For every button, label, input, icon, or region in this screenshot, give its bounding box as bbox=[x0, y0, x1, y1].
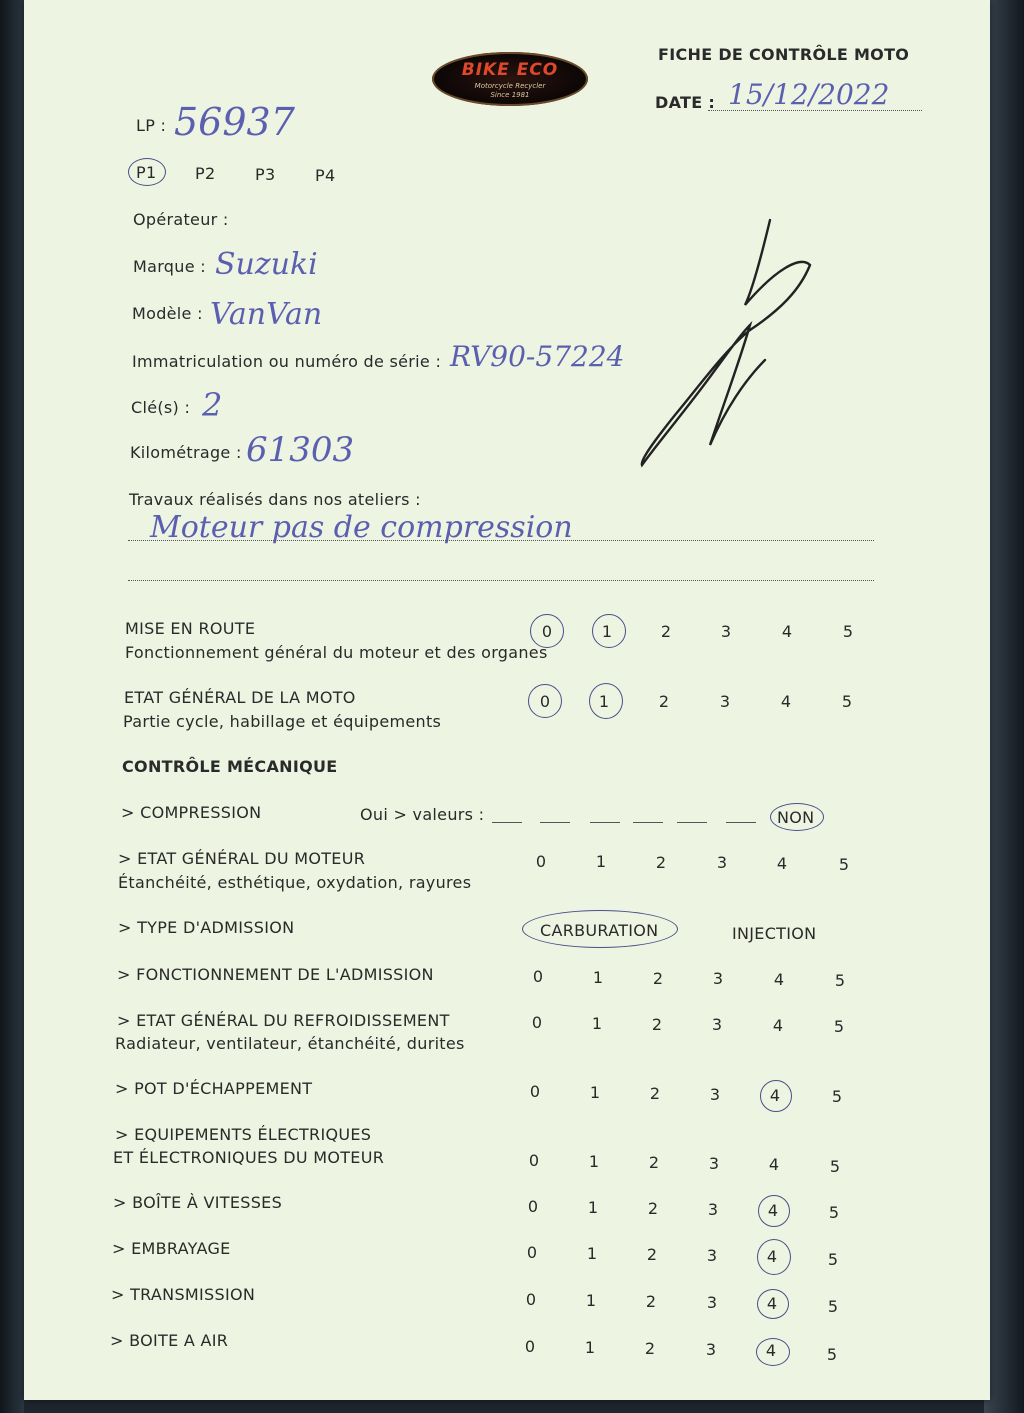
etat-moteur-score-5[interactable]: 5 bbox=[838, 855, 850, 874]
transmission-score-0[interactable]: 0 bbox=[525, 1290, 537, 1309]
transmission-circle-4 bbox=[757, 1289, 789, 1319]
background-left-edge bbox=[0, 0, 24, 1413]
refroidissement-score-4[interactable]: 4 bbox=[772, 1016, 784, 1035]
transmission-score-2[interactable]: 2 bbox=[645, 1292, 657, 1311]
fonctionnement-admission-label: > FONCTIONNEMENT DE L'ADMISSION bbox=[117, 965, 434, 984]
equipements-score-1[interactable]: 1 bbox=[588, 1152, 600, 1171]
equipements-score-3[interactable]: 3 bbox=[708, 1154, 720, 1173]
position-option-p1[interactable]: P1 bbox=[136, 163, 157, 182]
boite-vitesses-score-1[interactable]: 1 bbox=[587, 1198, 599, 1217]
signature-scribble bbox=[630, 210, 830, 480]
transmission-score-5[interactable]: 5 bbox=[827, 1297, 839, 1316]
etat-moteur-subtitle: Étanchéité, esthétique, oxydation, rayures bbox=[118, 873, 472, 892]
date-label: DATE : bbox=[655, 93, 716, 112]
travaux-value[interactable]: Moteur pas de compression bbox=[150, 510, 573, 545]
cles-label: Clé(s) : bbox=[131, 398, 191, 417]
equipements-score-4[interactable]: 4 bbox=[768, 1155, 780, 1174]
etat-moto-score-4[interactable]: 4 bbox=[780, 692, 792, 711]
etat-moteur-score-2[interactable]: 2 bbox=[655, 853, 667, 872]
lp-value[interactable]: 56937 bbox=[174, 100, 295, 144]
equipements-electriques-label: > EQUIPEMENTS ÉLECTRIQUES bbox=[115, 1125, 372, 1144]
position-option-p3[interactable]: P3 bbox=[255, 165, 276, 184]
mise-en-route-score-0[interactable]: 0 bbox=[541, 622, 553, 641]
immatriculation-label: Immatriculation ou numéro de série : bbox=[132, 352, 442, 371]
compression-value-5[interactable] bbox=[677, 822, 707, 823]
fonctionnement-admission-score-4[interactable]: 4 bbox=[773, 970, 785, 989]
etat-moteur-score-3[interactable]: 3 bbox=[716, 853, 728, 872]
boite-air-score-5[interactable]: 5 bbox=[826, 1345, 838, 1364]
boite-vitesses-label: > BOÎTE À VITESSES bbox=[113, 1193, 283, 1212]
type-admission-label: > TYPE D'ADMISSION bbox=[118, 918, 295, 937]
transmission-score-3[interactable]: 3 bbox=[706, 1293, 718, 1312]
mise-en-route-circle-1 bbox=[592, 614, 626, 648]
equipements-electriques-label2: ET ÉLECTRONIQUES DU MOTEUR bbox=[113, 1148, 385, 1167]
carburation-circle bbox=[522, 910, 678, 948]
mise-en-route-score-4[interactable]: 4 bbox=[781, 622, 793, 641]
pot-echappement-score-0[interactable]: 0 bbox=[529, 1082, 541, 1101]
position-option-p2[interactable]: P2 bbox=[195, 164, 216, 183]
etat-moto-circle-0 bbox=[528, 684, 562, 718]
etat-moteur-score-4[interactable]: 4 bbox=[776, 854, 788, 873]
compression-non-option[interactable]: NON bbox=[777, 808, 815, 827]
mise-en-route-score-3[interactable]: 3 bbox=[720, 622, 732, 641]
etat-moto-score-0[interactable]: 0 bbox=[539, 692, 551, 711]
compression-value-2[interactable] bbox=[540, 822, 570, 823]
cles-value[interactable]: 2 bbox=[202, 386, 223, 424]
pot-echappement-score-2[interactable]: 2 bbox=[649, 1084, 661, 1103]
etat-moto-title: ETAT GÉNÉRAL DE LA MOTO bbox=[124, 688, 356, 707]
lp-label: LP : bbox=[136, 116, 167, 135]
kilometrage-value[interactable]: 61303 bbox=[246, 430, 355, 470]
compression-label: > COMPRESSION bbox=[121, 803, 262, 822]
pot-echappement-score-3[interactable]: 3 bbox=[709, 1085, 721, 1104]
boite-vitesses-score-0[interactable]: 0 bbox=[527, 1197, 539, 1216]
boite-vitesses-circle-4 bbox=[758, 1195, 790, 1227]
boite-air-circle-4 bbox=[756, 1338, 790, 1366]
position-p1-circle bbox=[128, 158, 166, 186]
etat-moto-circle-1 bbox=[589, 683, 623, 719]
boite-vitesses-score-4[interactable]: 4 bbox=[767, 1201, 779, 1220]
embrayage-score-5[interactable]: 5 bbox=[827, 1250, 839, 1269]
etat-moteur-score-1[interactable]: 1 bbox=[595, 852, 607, 871]
refroidissement-label: > ETAT GÉNÉRAL DU REFROIDISSEMENT bbox=[117, 1011, 450, 1030]
etat-moto-score-1[interactable]: 1 bbox=[598, 692, 610, 711]
controle-mecanique-title: CONTRÔLE MÉCANIQUE bbox=[122, 757, 338, 776]
transmission-score-4[interactable]: 4 bbox=[766, 1294, 778, 1313]
logo-tagline: Motorcycle Recycler bbox=[474, 82, 546, 90]
embrayage-score-4[interactable]: 4 bbox=[766, 1247, 778, 1266]
mise-en-route-title: MISE EN ROUTE bbox=[125, 619, 256, 638]
admission-injection-option[interactable]: INJECTION bbox=[732, 924, 817, 943]
boite-air-score-3[interactable]: 3 bbox=[705, 1340, 717, 1359]
fonctionnement-admission-score-5[interactable]: 5 bbox=[834, 971, 846, 990]
admission-carburation-option[interactable]: CARBURATION bbox=[540, 921, 659, 940]
refroidissement-score-0[interactable]: 0 bbox=[531, 1013, 543, 1032]
marque-value[interactable]: Suzuki bbox=[215, 247, 318, 282]
refroidissement-score-1[interactable]: 1 bbox=[591, 1014, 603, 1033]
pot-echappement-label: > POT D'ÉCHAPPEMENT bbox=[115, 1079, 313, 1098]
logo-brand-text: BIKE ECO bbox=[461, 60, 559, 80]
travaux-line-1 bbox=[128, 540, 874, 541]
operateur-label: Opérateur : bbox=[133, 210, 229, 229]
boite-vitesses-score-3[interactable]: 3 bbox=[707, 1200, 719, 1219]
embrayage-score-1[interactable]: 1 bbox=[586, 1244, 598, 1263]
travaux-line-2 bbox=[128, 580, 874, 581]
embrayage-score-0[interactable]: 0 bbox=[526, 1243, 538, 1262]
etat-moteur-score-0[interactable]: 0 bbox=[535, 852, 547, 871]
boite-air-score-4[interactable]: 4 bbox=[765, 1341, 777, 1360]
fonctionnement-admission-score-1[interactable]: 1 bbox=[592, 968, 604, 987]
modele-value[interactable]: VanVan bbox=[210, 297, 323, 332]
bike-eco-logo bbox=[432, 52, 588, 106]
etat-moto-score-3[interactable]: 3 bbox=[719, 692, 731, 711]
immatriculation-value[interactable]: RV90-57224 bbox=[450, 340, 625, 373]
compression-value-1[interactable] bbox=[492, 822, 522, 823]
fonctionnement-admission-score-2[interactable]: 2 bbox=[652, 969, 664, 988]
refroidissement-score-5[interactable]: 5 bbox=[833, 1017, 845, 1036]
pot-echappement-score-1[interactable]: 1 bbox=[589, 1083, 601, 1102]
boite-air-label: > BOITE A AIR bbox=[110, 1331, 229, 1350]
date-value[interactable]: 15/12/2022 bbox=[728, 78, 890, 111]
refroidissement-score-2[interactable]: 2 bbox=[651, 1015, 663, 1034]
compression-value-4[interactable] bbox=[633, 822, 663, 823]
form-title: FICHE DE CONTRÔLE MOTO bbox=[658, 45, 910, 64]
pot-echappement-score-4[interactable]: 4 bbox=[769, 1086, 781, 1105]
compression-value-3[interactable] bbox=[590, 822, 620, 823]
compression-non-circle bbox=[770, 803, 824, 831]
mise-en-route-score-2[interactable]: 2 bbox=[660, 622, 672, 641]
boite-vitesses-score-5[interactable]: 5 bbox=[828, 1203, 840, 1222]
compression-oui-label: Oui > valeurs : bbox=[360, 805, 485, 824]
kilometrage-label: Kilométrage : bbox=[130, 443, 242, 462]
equipements-score-2[interactable]: 2 bbox=[648, 1153, 660, 1172]
etat-moto-score-2[interactable]: 2 bbox=[658, 692, 670, 711]
modele-label: Modèle : bbox=[132, 304, 203, 323]
boite-vitesses-score-2[interactable]: 2 bbox=[647, 1199, 659, 1218]
marque-label: Marque : bbox=[133, 257, 206, 276]
background-right-edge bbox=[984, 0, 1024, 1413]
pot-echappement-score-5[interactable]: 5 bbox=[831, 1087, 843, 1106]
transmission-score-1[interactable]: 1 bbox=[585, 1291, 597, 1310]
mise-en-route-score-1[interactable]: 1 bbox=[601, 622, 613, 641]
refroidissement-score-3[interactable]: 3 bbox=[711, 1015, 723, 1034]
position-option-p4[interactable]: P4 bbox=[315, 166, 336, 185]
embrayage-circle-4 bbox=[757, 1239, 791, 1275]
pot-echappement-circle-4 bbox=[760, 1080, 792, 1112]
compression-value-6[interactable] bbox=[726, 822, 756, 823]
fonctionnement-admission-score-0[interactable]: 0 bbox=[532, 967, 544, 986]
embrayage-label: > EMBRAYAGE bbox=[112, 1239, 231, 1258]
boite-air-score-0[interactable]: 0 bbox=[524, 1337, 536, 1356]
equipements-score-0[interactable]: 0 bbox=[528, 1151, 540, 1170]
embrayage-score-2[interactable]: 2 bbox=[646, 1245, 658, 1264]
fonctionnement-admission-score-3[interactable]: 3 bbox=[712, 969, 724, 988]
boite-air-score-1[interactable]: 1 bbox=[584, 1338, 596, 1357]
refroidissement-subtitle: Radiateur, ventilateur, étanchéité, durites bbox=[115, 1034, 465, 1053]
travaux-label: Travaux réalisés dans nos ateliers : bbox=[129, 490, 421, 509]
mise-en-route-subtitle: Fonctionnement général du moteur et des organes bbox=[125, 643, 548, 662]
logo-since: Since 1981 bbox=[490, 91, 530, 99]
etat-moto-subtitle: Partie cycle, habillage et équipements bbox=[123, 712, 442, 731]
etat-moto-score-5[interactable]: 5 bbox=[841, 692, 853, 711]
equipements-score-5[interactable]: 5 bbox=[829, 1157, 841, 1176]
mise-en-route-circle-0 bbox=[530, 614, 564, 648]
transmission-label: > TRANSMISSION bbox=[111, 1285, 256, 1304]
boite-air-score-2[interactable]: 2 bbox=[644, 1339, 656, 1358]
embrayage-score-3[interactable]: 3 bbox=[706, 1246, 718, 1265]
mise-en-route-score-5[interactable]: 5 bbox=[842, 622, 854, 641]
etat-moteur-label: > ETAT GÉNÉRAL DU MOTEUR bbox=[118, 849, 366, 868]
